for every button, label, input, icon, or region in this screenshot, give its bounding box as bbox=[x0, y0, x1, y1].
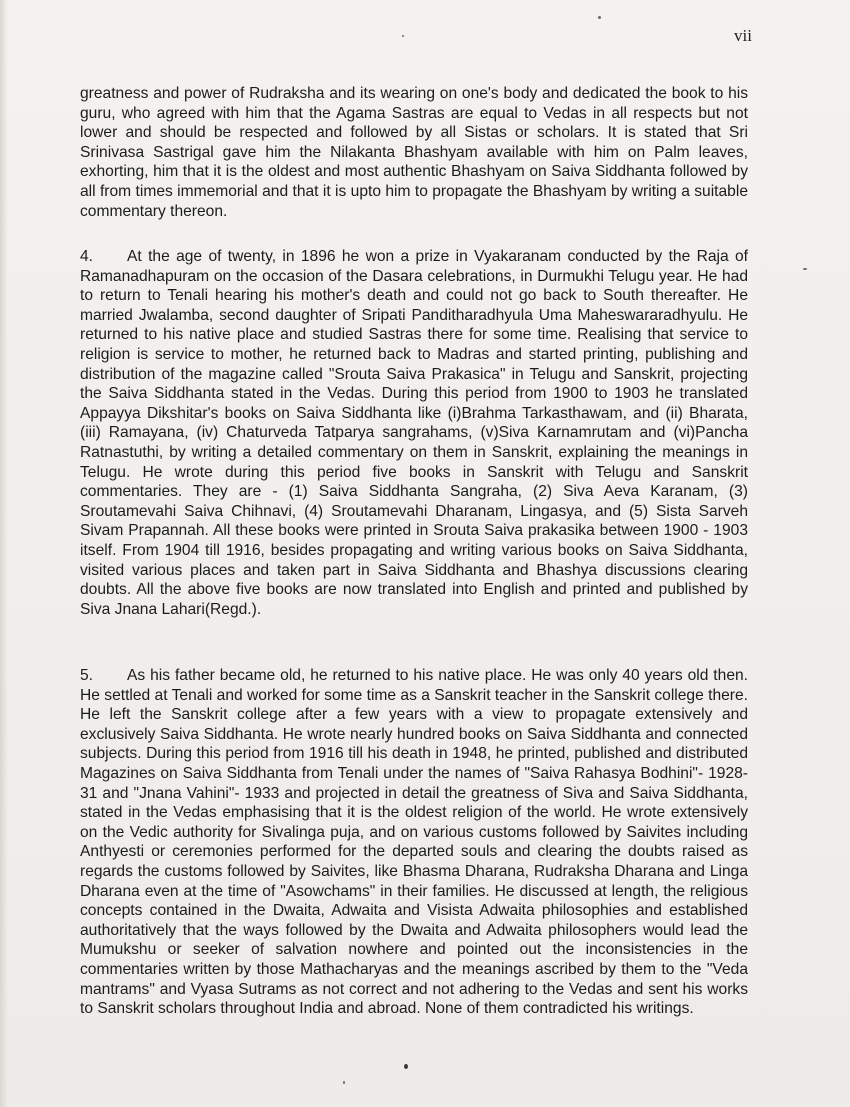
paragraph-4 bbox=[80, 247, 748, 619]
page-edge-shadow bbox=[0, 0, 8, 1107]
paragraph-number: 5. bbox=[80, 667, 94, 684]
paragraph-number: 4. bbox=[80, 248, 94, 265]
scan-speck bbox=[598, 16, 601, 19]
page-number: vii bbox=[734, 26, 752, 45]
paragraph-text: As his father became old, he returned to his native place. He was only 40 years old then. He settled at Tenali and worked for some time as a Sanskrit teacher in the Sanskrit college there. He left the Sanskrit college after a few years with a view to propagate extensively and exclusively Saiva Siddhanta. He wrote nearly hundred books on Saiva Siddhanta and connected subjects. During this period from 1916 till his death in 1948, he printed, published and distributed Magazines on Saiva Siddhanta from Tenali under the names of "Saiva Rahasya Bodhini"- 1928-31 and "Jnana Vahini"- 1933 and projected in detail the greatness of Siva and Saiva Siddhanta, stated in the Vedas emphasising that it is the oldest religion of the world. He wrote extensively on the Vedic authority for Sivalinga puja, and on various customs followed by Saivites including Anthyesti or ceremonies performed for the departed souls and clearing the doubts raised as regards the customs followed by Saivites, like Bhasma Dharana, Rudraksha Dharana and Linga Dharana even at the time of "Asowchams" in their families. He discussed at length, the religious concepts contained in the Dwaita, Adwaita and Visista Adwaita philosophies and established authoritatively that the ways followed by the Dwaita and Adwaita philosophers would lead the Mumukshu or seeker of salvation nowhere and pointed out the inconsistencies in the commentaries written by those Mathacharyas and the meanings ascribed by them to the "Veda mantrams" and Vyasa Sutrams as not correct and not adhering to the Vedas and sent his works to Sanskrit scholars throughout India and abroad. None of them contradicted his writings. bbox=[80, 667, 748, 1018]
scan-speck bbox=[343, 1081, 345, 1084]
scan-speck bbox=[404, 1064, 408, 1069]
paragraph-text: greatness and power of Rudraksha and its wearing on one's body and dedicated the book to his guru, who agreed with him that the Agama Sastras are equal to Vedas in all respects but not lower and should be respected and followed by all Sistas or scholars. It is stated that Sri Srinivasa Sastrigal gave him the Nilakanta Bhashyam available with him on Palm leaves, exhorting, him that it is the oldest and most authentic Bhashyam on Saiva Siddhanta followed by all from times immemorial and that it is upto him to propagate the Bhashyam by writing a suitable commentary thereon. bbox=[80, 85, 748, 220]
scan-speck bbox=[803, 268, 807, 270]
scan-speck bbox=[402, 35, 404, 37]
paragraph-text: At the age of twenty, in 1896 he won a prize in Vyakaranam conducted by the Raja of Ramanadhapuram on the occasion of the Dasara celebrations, in Durmukhi Telugu year. He had to return to Tenali hearing his mother's death and could not go back to South thereafter. He married Jwalamba, second daughter of Sripati Panditharadhyula Uma Maheswararadhyulu. He returned to his native place and studied Sastras there for some time. Realising that service to religion is service to mother, he returned back to Madras and started printing, publishing and distribution of the magazine called "Srouta Saiva Prakasica" in Telugu and Sanskrit, projecting the Saiva Siddhanta stated in the Vedas. During this period from 1900 to 1903 he translated Appayya Dikshitar's books on Saiva Siddhanta like (i)Brahma Tarkasthawam, and (ii) Bharata, (iii) Ramayana, (iv) Chaturveda Tatparya sangrahams, (v)Siva Karnamrutam and (vi)Pancha Ratnastuthi, by writing a detailed commentary on them in Sanskrit, explaining the meanings in Telugu. He wrote during this period five books in Sanskrit with Telugu and Sanskrit commentaries. They are - (1) Saiva Siddhanta Sangraha, (2) Siva Aeva Karanam, (3) Sroutamevahi Saiva Chihnavi, (4) Sroutamevahi Dharanam, Lingasya, and (5) Sista Sarveh Sivam Prapannah. All these books were printed in Srouta Saiva prakasika between 1900 - 1903 itself. From 1904 till 1916, besides propagating and writing various books on Saiva Siddhanta, visited various places and taken part in Saiva Siddhanta and Bhashya discussions clearing doubts. All the above five books are now translated into English and printed and published by Siva Jnana Lahari(Regd.). bbox=[80, 248, 748, 618]
paragraph-continued bbox=[80, 84, 748, 221]
paragraph-5 bbox=[80, 666, 748, 1019]
